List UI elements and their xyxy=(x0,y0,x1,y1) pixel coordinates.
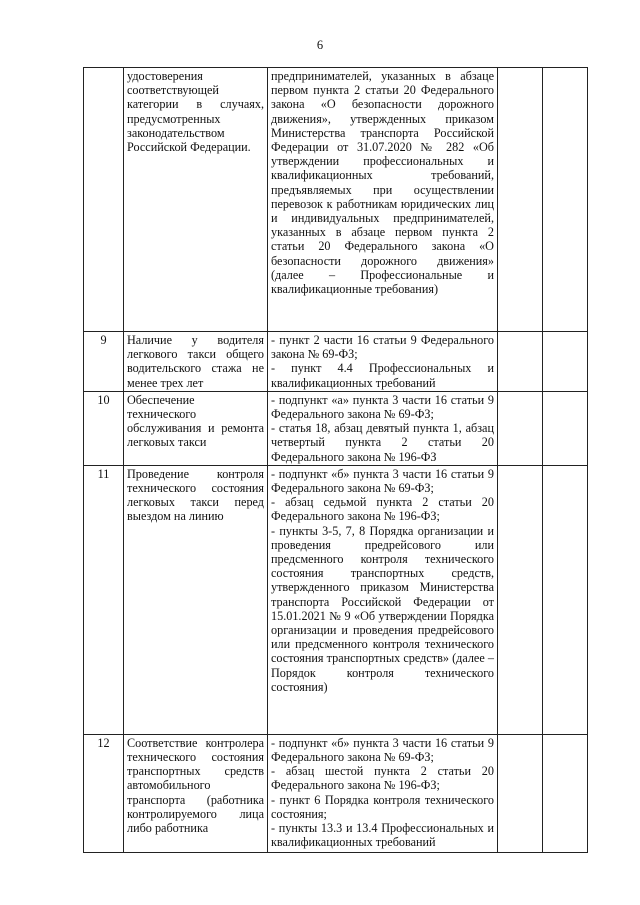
row-number xyxy=(84,68,124,332)
row-number: 9 xyxy=(84,332,124,392)
reference-cell xyxy=(268,465,498,734)
page-number: 6 xyxy=(316,38,324,52)
empty-cell xyxy=(498,391,543,465)
reference-item: - пункты 13.3 и 13.4 Профессиональных и квалификационных требований xyxy=(271,821,494,850)
reference-cell xyxy=(268,68,498,332)
empty-cell xyxy=(498,734,543,852)
table-row xyxy=(84,391,588,465)
table-row xyxy=(84,734,588,852)
reference-item: - подпункт «б» пункта 3 части 16 статьи 9 Федерального закона № 69-ФЗ; xyxy=(271,466,494,496)
row-number: 11 xyxy=(84,465,124,734)
empty-cell xyxy=(543,332,588,392)
reference-item: - подпункт «а» пункта 3 части 16 статьи 9 Федерального закона № 69-ФЗ; xyxy=(271,392,494,422)
requirement-cell: Обеспечение технического обслуживания и ремонта легковых такси xyxy=(124,391,268,465)
reference-cell xyxy=(268,734,498,852)
empty-cell xyxy=(498,68,543,332)
reference-item: - пункт 6 Порядка контроля технического состояния; xyxy=(271,792,494,821)
reference-item: предпринимателей, указанных в абзаце первом пункта 2 статьи 20 Федерального закона «О безопасности дорожного движения», утвержденных приказом Министерства транспорта Российской Федерации от 31.07.2020 № 282 «Об утверждении профессиональных и квалификационных требований, предъявляемых при осуществлении перевозок к работникам юридических лиц и индивидуальных предпринимателей, указанных в абзаце первом пункта 2 статьи 20 Федерального закона «О безопасности дорожного движения» (далее – Профессиональные и квалификационные требования) xyxy=(271,69,494,297)
requirement-cell: Соответствие контролера технического состояния транспортных средств автомобильного транспорта (работника контролируемого лица либо работника xyxy=(124,734,268,852)
requirement-cell: удостоверения соответствующей категории в случаях, предусмотренных законодательством Российской Федерации. xyxy=(124,68,268,332)
row-number: 12 xyxy=(84,734,124,852)
reference-item: - статья 18, абзац девятый пункта 1, абзац четвертый пункта 2 статьи 20 Федерального закона № 196-ФЗ xyxy=(271,421,494,464)
empty-cell xyxy=(543,465,588,734)
reference-cell xyxy=(268,391,498,465)
requirement-cell: Наличие у водителя легкового такси общего водительского стажа не менее трех лет xyxy=(124,332,268,392)
empty-cell xyxy=(543,391,588,465)
row-number: 10 xyxy=(84,391,124,465)
reference-item: - пункт 4.4 Профессиональных и квалификационных требований xyxy=(271,361,494,390)
table-row xyxy=(84,332,588,392)
reference-item: - абзац седьмой пункта 2 статьи 20 Федерального закона № 196-ФЗ; xyxy=(271,495,494,524)
empty-cell xyxy=(543,68,588,332)
reference-item: - пункт 2 части 16 статьи 9 Федерального закона № 69-ФЗ; xyxy=(271,333,494,362)
empty-cell xyxy=(543,734,588,852)
requirements-table xyxy=(83,67,588,853)
reference-item: - абзац шестой пункта 2 статьи 20 Федерального закона № 196-ФЗ; xyxy=(271,764,494,793)
reference-cell xyxy=(268,332,498,392)
empty-cell xyxy=(498,465,543,734)
reference-item: - подпункт «б» пункта 3 части 16 статьи 9 Федерального закона № 69-ФЗ; xyxy=(271,735,494,765)
empty-cell xyxy=(498,332,543,392)
table-row xyxy=(84,465,588,734)
table-row xyxy=(84,68,588,332)
requirement-cell: Проведение контроля технического состояния легковых такси перед выездом на линию xyxy=(124,465,268,734)
reference-item: - пункты 3-5, 7, 8 Порядка организации и проведения предрейсового или предсменного контроля технического состояния транспортных средств, утвержденного приказом Министерства транспорта Российской Федерации от 15.01.2021 № 9 «Об утверждении Порядка организации и проведения предрейсового или предсменного контроля технического состояния транспортных средств» (далее – Порядок контроля технического состояния) xyxy=(271,523,494,694)
